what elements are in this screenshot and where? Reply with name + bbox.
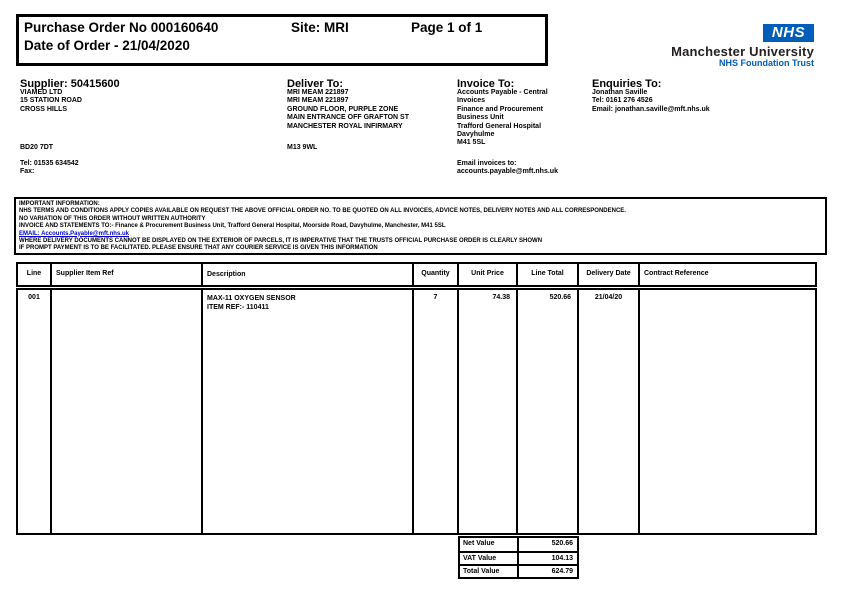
invoice-address-line: M41 5SL bbox=[457, 139, 486, 147]
totals-table bbox=[458, 536, 579, 579]
invoice-to-title: Invoice To: bbox=[457, 78, 515, 90]
site-label: Site: MRI bbox=[291, 20, 349, 35]
header-cell-quantity: Quantity bbox=[414, 264, 459, 285]
net-value: 520.66 bbox=[551, 540, 573, 547]
header-cell-contract-ref: Contract Reference bbox=[644, 270, 709, 277]
deliver-to-address bbox=[287, 89, 409, 131]
deliver-address-line: MAIN ENTRANCE OFF GRAFTON ST bbox=[287, 114, 409, 122]
vat-value: 104.13 bbox=[551, 555, 573, 562]
important-info-line: NHS TERMS AND CONDITIONS APPLY COPIES AVAILABLE ON REQUEST THE ABOVE OFFICIAL ORDER NO. TO BE QUOTED ON ALL INVOICES, ADVICE NOTES, DELIVERY NOTES AND ALL CORRESPONDENCE. bbox=[19, 208, 626, 215]
supplier-title: Supplier: 50415600 bbox=[20, 78, 120, 90]
description-line-1: MAX-11 OXYGEN SENSOR bbox=[207, 295, 296, 302]
cell-line-total: 520.66 bbox=[518, 290, 579, 533]
invoice-email-block bbox=[457, 160, 558, 177]
important-info-title: IMPORTANT INFORMATION: bbox=[19, 201, 100, 207]
total-value-row bbox=[460, 564, 577, 577]
header-cell-unit-price: Unit Price bbox=[459, 264, 518, 285]
invoice-address-line: Trafford General Hospital bbox=[457, 122, 542, 130]
page-label: Page 1 of 1 bbox=[411, 20, 483, 35]
invoice-address-line: Invoices bbox=[457, 97, 486, 105]
po-header-box bbox=[16, 14, 548, 66]
deliver-address-line: MRI MEAM 221897 bbox=[287, 97, 349, 105]
invoice-email-note: Email invoices to: bbox=[457, 160, 517, 167]
po-number: Purchase Order No 000160640 bbox=[24, 20, 219, 35]
supplier-postcode: BD20 7DT bbox=[20, 144, 54, 151]
important-info-box bbox=[14, 197, 827, 255]
supplier-address-line: CROSS HILLS bbox=[20, 105, 68, 113]
deliver-address-line: GROUND FLOOR, PURPLE ZONE bbox=[287, 105, 399, 113]
cell-supplier-ref bbox=[52, 290, 203, 533]
deliver-postcode: M13 9WL bbox=[287, 144, 318, 151]
enquiries-title: Enquiries To: bbox=[592, 78, 662, 90]
order-date: Date of Order - 21/04/2020 bbox=[24, 38, 190, 53]
invoice-email-address: accounts.payable@mft.nhs.uk bbox=[457, 168, 558, 176]
deliver-to-title: Deliver To: bbox=[287, 78, 344, 90]
header-cell-line: Line bbox=[18, 264, 52, 285]
nhs-logo-icon: NHS bbox=[763, 24, 814, 42]
vat-value-label: VAT Value bbox=[460, 553, 519, 564]
cell-quantity: 7 bbox=[414, 290, 459, 533]
important-info-line: INVOICE AND STATEMENTS TO:- Finance & Procurement Business Unit, Trafford General Hospital, Moorside Road, Davyhulme, Manchester, M41 5SL bbox=[19, 223, 446, 230]
important-info-line: WHERE DELIVERY DOCUMENTS CANNOT BE DISPLAYED ON THE EXTERIOR OF PARCELS, IT IS IMPERATIVE THAT THE TRUSTS OFFICIAL PURCHASE ORDER IS CLEARLY SHOWN bbox=[19, 238, 543, 245]
cell-unit-price: 74.38 bbox=[459, 290, 518, 533]
important-info-line: NO VARIATION OF THIS ORDER WITHOUT WRITTEN AUTHORITY bbox=[19, 215, 206, 222]
header-cell-line-total: Line Total bbox=[518, 264, 579, 285]
supplier-address-line: VIAMED LTD bbox=[20, 89, 63, 96]
enquiries-block bbox=[592, 89, 710, 114]
enquiries-tel: Tel: 0161 276 4526 bbox=[592, 97, 653, 105]
header-cell-description: Description bbox=[203, 264, 414, 285]
total-value: 624.79 bbox=[551, 568, 573, 575]
vat-value-row bbox=[460, 551, 577, 564]
cell-description bbox=[203, 290, 414, 533]
header-cell-delivery-date: Delivery Date bbox=[579, 264, 640, 285]
enquiries-name: Jonathan Saville bbox=[592, 89, 648, 96]
cell-contract-ref bbox=[640, 290, 815, 533]
invoice-address-line: Davyhulme bbox=[457, 131, 495, 139]
accounts-payable-email-link[interactable]: EMAIL: Accounts.Payable@mft.nhs.uk bbox=[19, 230, 129, 237]
enquiries-email: Email: jonathan.saville@mft.nhs.uk bbox=[592, 105, 710, 113]
invoice-to-address bbox=[457, 89, 548, 148]
net-value-label: Net Value bbox=[460, 538, 519, 551]
description-line-2: ITEM REF:- 110411 bbox=[207, 304, 269, 311]
deliver-address-line: MRI MEAM 221897 bbox=[287, 89, 349, 96]
supplier-fax: Fax: bbox=[20, 168, 35, 176]
invoice-address-line: Business Unit bbox=[457, 114, 504, 122]
items-table-header bbox=[16, 262, 817, 287]
deliver-address-line: MANCHESTER ROYAL INFIRMARY bbox=[287, 122, 403, 130]
supplier-contact bbox=[20, 160, 79, 177]
important-info-line: IF PROMPT PAYMENT IS TO BE FACILITATED. PLEASE ENSURE THAT ANY COURIER SERVICE IS GIVEN THIS INFORMATION bbox=[19, 245, 378, 252]
supplier-address bbox=[20, 89, 82, 114]
cell-line-number: 001 bbox=[18, 290, 52, 533]
header-cell-supplier-ref: Supplier Item Ref bbox=[52, 264, 203, 285]
supplier-tel: Tel: 01535 634542 bbox=[20, 160, 79, 167]
organisation-name: Manchester University bbox=[671, 44, 814, 59]
invoice-address-line: Accounts Payable - Central bbox=[457, 89, 548, 96]
total-value-label: Total Value bbox=[460, 566, 519, 577]
supplier-address-line: 15 STATION ROAD bbox=[20, 97, 82, 105]
net-value-row bbox=[460, 538, 577, 551]
items-table-body bbox=[16, 288, 817, 535]
cell-delivery-date: 21/04/20 bbox=[579, 290, 640, 533]
invoice-address-line: Finance and Procurement bbox=[457, 105, 543, 113]
trust-name: NHS Foundation Trust bbox=[719, 58, 814, 68]
